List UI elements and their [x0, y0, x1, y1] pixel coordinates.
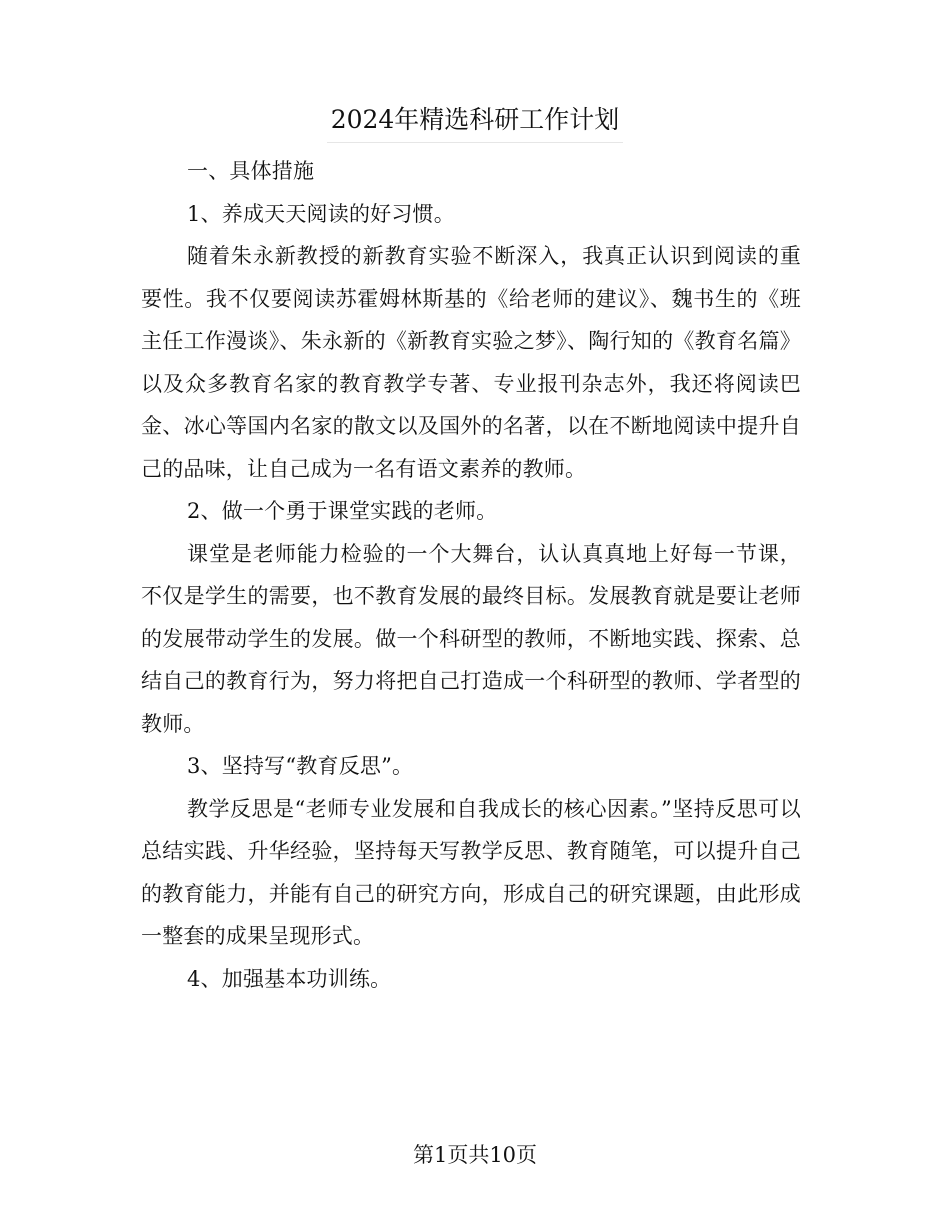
- body-paragraph-2: 课堂是老师能力检验的一个大舞台，认认真真地上好每一节课，不仅是学生的需要，也不教育发展的最终目标。发展教育就是要让老师的发展带动学生的发展。做一个科研型的教师，不断地实践、探索、总结自己的教育行为，努力将把自己打造成一个科研型的教师、学者型的教师。: [141, 541, 801, 736]
- document-title: 2024年精选科研工作计划: [327, 100, 624, 143]
- item-heading-1: 1、养成天天阅读的好习惯。: [187, 201, 455, 226]
- item-heading-4: 4、加强基本功训练。: [187, 966, 392, 991]
- title-container: [0, 100, 950, 143]
- item-heading-3: 3、坚持写“教育反思”。: [187, 754, 414, 778]
- section-heading: 一、具体措施: [187, 159, 315, 183]
- document-body: [141, 150, 801, 1000]
- item-heading-2: 2、做一个勇于课堂实践的老师。: [187, 499, 498, 523]
- body-paragraph-1: 随着朱永新教授的新教育实验不断深入，我真正认识到阅读的重要性。我不仅要阅读苏霍姆林斯基的《给老师的建议》、魏书生的《班主任工作漫谈》、朱永新的《新教育实验之梦》、陶行知的《教育名篇》以及众多教育名家的教育教学专著、专业报刊杂志外，我还将阅读巴金、冰心等国内名家的散文以及国外的名著，以在不断地阅读中提升自己的品味，让自己成为一名有语文素养的教师。: [141, 244, 801, 481]
- page-number-footer: 第1页共10页: [412, 1143, 538, 1167]
- body-paragraph-3: 教学反思是“老师专业发展和自我成长的核心因素。”坚持反思可以总结实践、升华经验，坚持每天写教学反思、教育随笔，可以提升自己的教育能力，并能有自己的研究方向，形成自己的研究课题，由此形成一整套的成果呈现形式。: [141, 796, 801, 948]
